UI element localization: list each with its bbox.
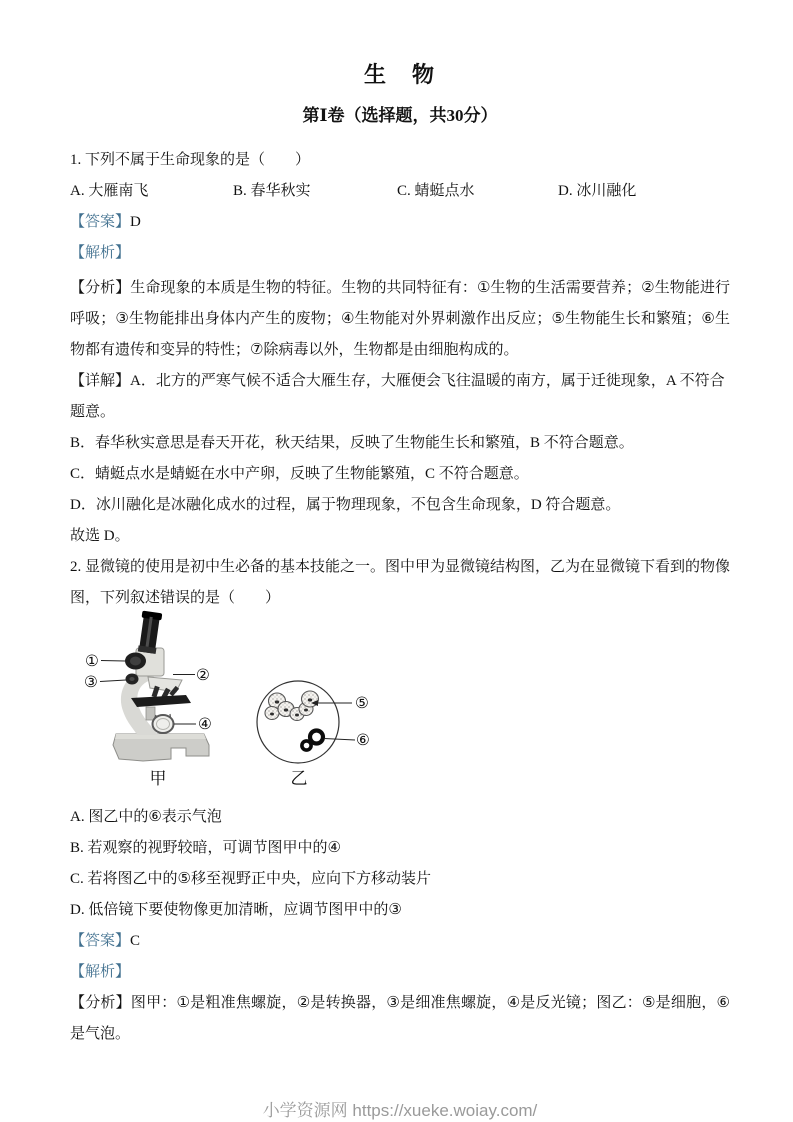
q1-xiangjie-line-d: D．冰川融化是冰融化成水的过程，属于物理现象，不包含生命现象，D 符合题意。 [70,497,621,513]
q2-option-c: C. 若将图乙中的⑤移至视野正中央，应向下方移动装片 [70,871,431,887]
field-of-view-illustration [257,681,370,788]
q2-question: 2. 显微镜的使用是初中生必备的基本技能之一。图中甲为显微镜结构图，乙为在显微镜下看到的物像图，下列叙述错误的是（ ） [70,559,731,606]
microscope-stage [131,695,191,707]
coarse-focus-knob [125,653,146,670]
q2-answer-letter: C [130,933,141,949]
answer-marker: 【答案】 [70,214,131,230]
microscope-figure-illustration [0,602,793,802]
figure-pointer-1: ① [85,652,99,670]
figure-pointer-6: ⑥ [356,731,370,749]
fine-focus-knob [126,674,139,685]
section-header: 第Ⅰ卷（选择题，共30分） [302,106,498,125]
q1-xiangjie-line-a: 【详解】A．北方的严寒气候不适合大雁生存，大雁便会飞往温暖的南方，属于迁徙现象，A 不符合题意。 [70,373,725,420]
reflector-mirror [153,714,174,733]
answer-marker: 【答案】 [70,933,131,949]
q1-answer-line [70,207,730,238]
page-title: 生 物 [363,62,436,87]
q1-option-b: B. 春华秋实 [233,183,311,199]
figure-pointer-4: ④ [198,715,212,733]
q2-option-d: D. 低倍镜下要使物像更加清晰，应调节图甲中的③ [70,902,402,918]
figure-pointer-5: ⑤ [355,694,369,712]
q1-question: 1. 下列不属于生命现象的是（ ） [70,152,311,168]
q1-conclusion: 故选 D。 [70,528,130,544]
q1-option-c: C. 蜻蜓点水 [397,183,475,199]
q2-option-a: A. 图乙中的⑥表示气泡 [70,809,222,825]
q2-fenxi-paragraph: 【分析】图甲：①是粗准焦螺旋，②是转换器，③是细准焦螺旋，④是反光镜；图乙：⑤是细胞，⑥是气泡。 [70,995,730,1042]
figure-caption-jia: 甲 [149,769,167,788]
jiexi-marker: 【解析】 [70,245,131,261]
figure-caption-yi: 乙 [290,769,308,788]
q1-answer-letter: D [130,214,141,230]
figure-pointer-3: ③ [84,673,98,691]
figure-pointer-2: ② [196,666,210,684]
stage-bracket [146,707,155,720]
q2-jiexi-line [70,957,730,988]
q1-xiangjie-line-c: C．蜻蜓点水是蜻蜓在水中产卵，反映了生物能繁殖，C 不符合题意。 [70,466,529,482]
jiexi-marker: 【解析】 [70,964,131,980]
q2-option-b: B. 若观察的视野较暗，可调节图甲中的④ [70,840,341,856]
q1-options-row [70,176,730,207]
q1-xiangjie-line-b: B．春华秋实意思是春天开花，秋天结果，反映了生物能生长和繁殖，B 不符合题意。 [70,435,634,451]
q1-option-a: A. 大雁南飞 [70,183,149,199]
q1-fenxi-paragraph: 【分析】生命现象的本质是生物的特征。生物的共同特征有：①生物的生活需要营养；②生物能进行呼吸；③生物能排出身体内产生的废物；④生物能对外界刺激作出反应；⑤生物能生长和繁殖；⑥生物都有遗传和变异的特性；⑦除病毒以外，生物都是由细胞构成的。 [70,280,730,358]
view-circle [257,681,339,763]
q2-figure [70,602,730,802]
q1-jiexi-line [70,238,730,269]
footer-watermark: 小学资源网 https://xueke.woiay.com/ [262,1101,538,1120]
q1-option-d: D. 冰川融化 [558,183,637,199]
q2-answer-line [70,926,730,957]
microscope-illustration [84,611,212,788]
